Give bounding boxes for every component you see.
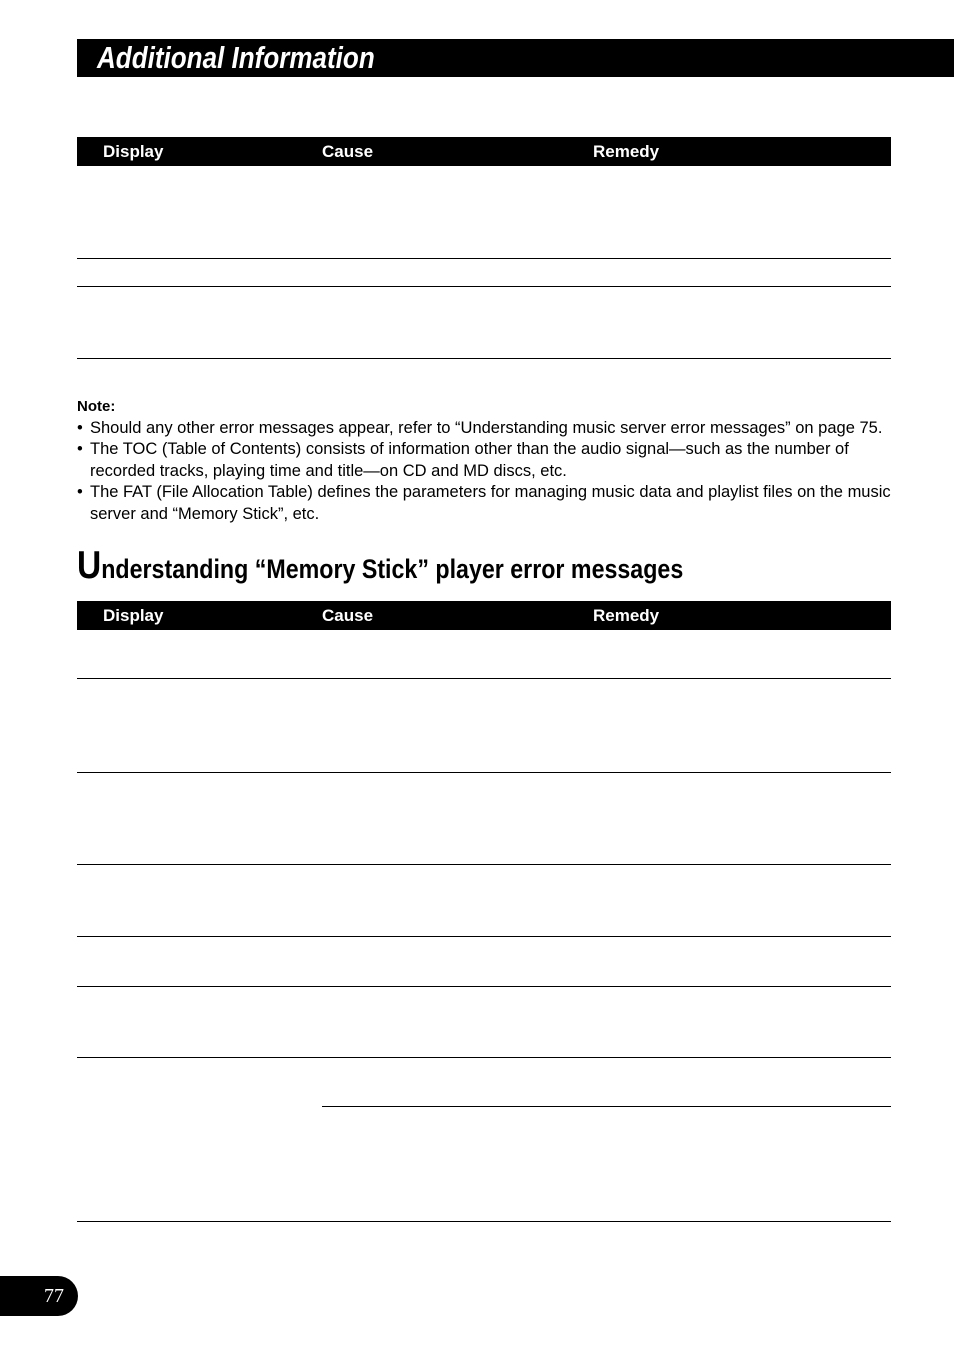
note-list (77, 418, 891, 526)
column-display: Display (103, 142, 164, 161)
table-row-divider (77, 864, 891, 865)
table-row-divider (77, 986, 891, 987)
table-header (77, 137, 891, 166)
note-item (77, 439, 891, 482)
table-header (77, 601, 891, 630)
column-remedy: Remedy (593, 606, 660, 625)
bullet: • (77, 440, 83, 459)
section-title: Additional Information (97, 40, 375, 75)
table-row-divider (77, 1221, 891, 1222)
note-item-text: The TOC (Table of Contents) consists of information other than the audio signal—such as the number of recorded tracks, playing time and title—on CD and MD discs, etc. (90, 440, 849, 480)
table-row-divider (77, 258, 891, 259)
section-header-bar (77, 39, 954, 77)
note-item-text: Should any other error messages appear, refer to “Understanding music server error messages” on page 75. (90, 418, 883, 437)
heading-text: nderstanding “Memory Stick” player error messages (101, 554, 684, 584)
note-block (77, 396, 891, 526)
heading-initial: U (77, 544, 102, 587)
note-item-text: The FAT (File Allocation Table) defines the parameters for managing music data and playlist files on the music server and “Memory Stick”, etc. (90, 483, 891, 523)
note-item (77, 482, 891, 525)
table-row-divider (77, 772, 891, 773)
note-label: Note: (77, 398, 116, 415)
table-sub-row-divider (322, 1106, 891, 1107)
column-cause: Cause (322, 606, 374, 625)
table-row-divider (77, 286, 891, 287)
page-number: 77 (44, 1285, 64, 1307)
table-row-divider (77, 678, 891, 679)
table-row-divider (77, 358, 891, 359)
column-display: Display (103, 606, 164, 625)
column-remedy: Remedy (593, 142, 660, 161)
bullet: • (77, 483, 83, 502)
column-cause: Cause (322, 142, 374, 161)
page-number-tab (0, 1276, 78, 1316)
memory-stick-heading (77, 543, 683, 589)
table-row-divider (77, 936, 891, 937)
table-row-divider (77, 1057, 891, 1058)
note-item (77, 418, 891, 440)
bullet: • (77, 418, 83, 437)
